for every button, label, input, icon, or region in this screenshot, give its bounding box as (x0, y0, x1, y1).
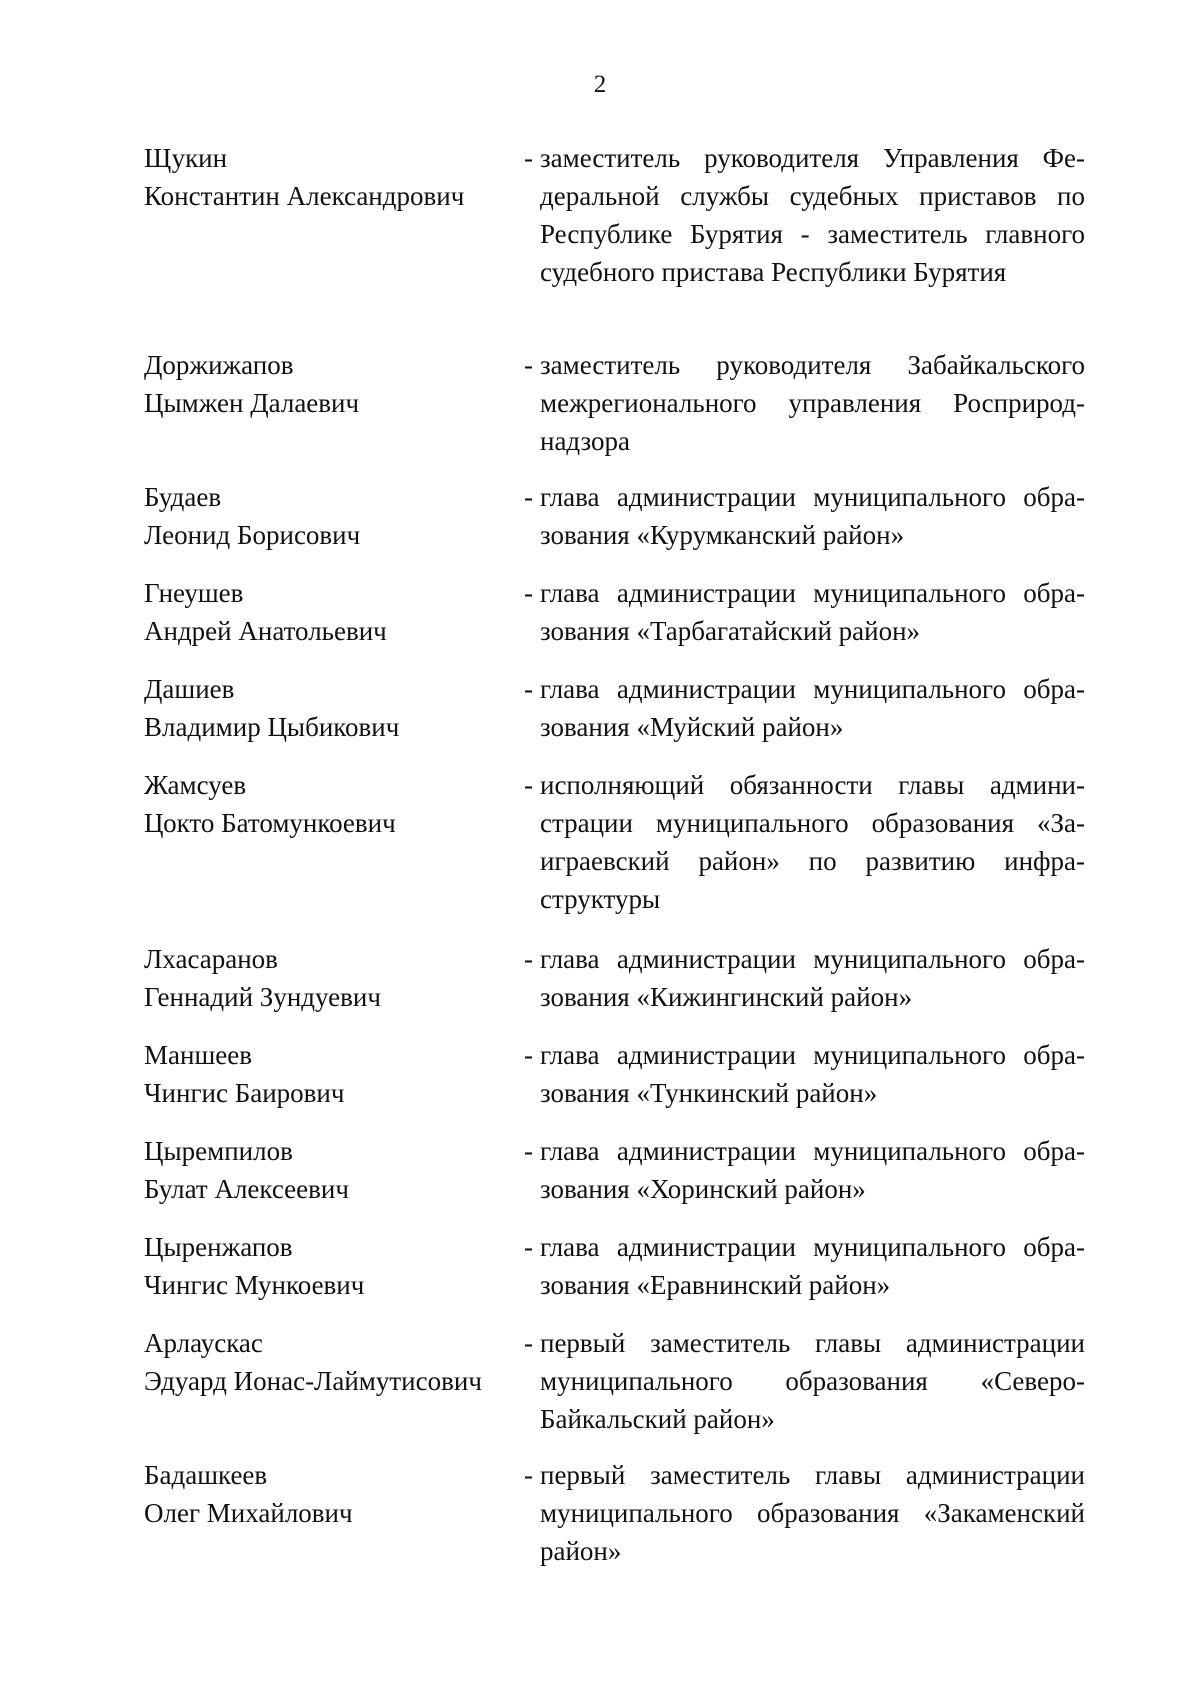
position-description (540, 139, 1085, 291)
person-name (144, 1036, 524, 1112)
person-name (144, 346, 524, 422)
person-name (144, 574, 524, 650)
description-line: зования «Тарбагатайский район» (540, 616, 921, 646)
position-description (540, 670, 1085, 746)
dash: - (524, 944, 533, 974)
description-line: играевский район» по развитию инфра- (540, 846, 1085, 876)
description-line: зования «Курумканский район» (540, 520, 905, 550)
description-line: зования «Еравнинский район» (540, 1270, 891, 1300)
dash: - (524, 770, 533, 800)
given-name: Цокто Батомункоевич (144, 808, 396, 838)
description-line: муниципального образования «Закаменский (540, 1498, 1085, 1528)
description-line: муниципального образования «Северо- (540, 1366, 1085, 1396)
description-line: судебного пристава Республики Бурятия (540, 257, 1007, 287)
given-name: Владимир Цыбикович (144, 712, 400, 742)
description-line: Республике Бурятия - заместитель главного (540, 219, 1085, 249)
dash: - (524, 1040, 533, 1070)
position-description (540, 574, 1085, 650)
given-name: Чингис Баирович (144, 1078, 345, 1108)
position-description (540, 346, 1085, 460)
person-name (144, 1132, 524, 1208)
dash: - (524, 1460, 533, 1490)
position-description (540, 940, 1085, 1016)
description-line: глава администрации муниципального обра- (540, 1136, 1085, 1166)
person-name (144, 1228, 524, 1304)
dash: - (524, 350, 533, 380)
surname: Будаев (144, 482, 222, 512)
given-name: Булат Алексеевич (144, 1174, 349, 1204)
dash: - (524, 143, 533, 173)
surname: Доржижапов (144, 350, 294, 380)
description-line: район» (540, 1536, 622, 1566)
description-line: зования «Кижингинский район» (540, 982, 913, 1012)
person-name (144, 670, 524, 746)
surname: Бадашкеев (144, 1460, 268, 1490)
position-description (540, 1132, 1085, 1208)
position-description (540, 766, 1085, 918)
given-name: Чингис Мункоевич (144, 1270, 365, 1300)
person-name (144, 139, 524, 215)
given-name: Геннадий Зундуевич (144, 982, 381, 1012)
description-line: первый заместитель главы администрации (540, 1328, 1085, 1358)
dash: - (524, 1232, 533, 1262)
surname: Щукин (144, 143, 228, 173)
given-name: Эдуард Ионас-Лаймутисович (144, 1366, 482, 1396)
surname: Арлаускас (144, 1328, 263, 1358)
surname: Гнеушев (144, 578, 244, 608)
description-line: страции муниципального образования «За- (540, 808, 1085, 838)
description-line: глава администрации муниципального обра- (540, 482, 1085, 512)
description-line: глава администрации муниципального обра- (540, 1232, 1085, 1262)
description-line: глава администрации муниципального обра- (540, 944, 1085, 974)
dash: - (524, 1136, 533, 1166)
description-line: зования «Муйский район» (540, 712, 844, 742)
description-line: глава администрации муниципального обра- (540, 674, 1085, 704)
surname: Жамсуев (144, 770, 247, 800)
person-name (144, 478, 524, 554)
surname: Дашиев (144, 674, 235, 704)
dash: - (524, 1328, 533, 1358)
description-line: глава администрации муниципального обра- (540, 1040, 1085, 1070)
page-number: 2 (593, 71, 607, 98)
person-name (144, 940, 524, 1016)
surname: Лхасаранов (144, 944, 278, 974)
given-name: Олег Михайлович (144, 1498, 353, 1528)
description-line: Байкальский район» (540, 1404, 775, 1434)
description-line: зования «Хоринский район» (540, 1174, 866, 1204)
person-name (144, 1324, 524, 1400)
dash: - (524, 674, 533, 704)
surname: Цыренжапов (144, 1232, 293, 1262)
description-line: межрегионального управления Росприрод- (540, 388, 1085, 418)
given-name: Андрей Анатольевич (144, 616, 387, 646)
person-name (144, 766, 524, 842)
position-description (540, 1228, 1085, 1304)
description-line: заместитель руководителя Забайкальского (540, 350, 1085, 380)
dash: - (524, 482, 533, 512)
position-description (540, 478, 1085, 554)
position-description (540, 1324, 1085, 1438)
position-description (540, 1456, 1085, 1570)
position-description (540, 1036, 1085, 1112)
person-name (144, 1456, 524, 1532)
dash: - (524, 578, 533, 608)
given-name: Цымжен Далаевич (144, 388, 360, 418)
given-name: Леонид Борисович (144, 520, 361, 550)
description-line: зования «Тункинский район» (540, 1078, 878, 1108)
description-line: первый заместитель главы администрации (540, 1460, 1085, 1490)
surname: Цыремпилов (144, 1136, 293, 1166)
surname: Маншеев (144, 1040, 252, 1070)
description-line: исполняющий обязанности главы админи- (540, 770, 1085, 800)
description-line: заместитель руководителя Управления Фе- (540, 143, 1085, 173)
description-line: деральной службы судебных приставов по (540, 181, 1085, 211)
description-line: надзора (540, 426, 630, 456)
description-line: структуры (540, 884, 661, 914)
given-name: Константин Александрович (144, 181, 465, 211)
description-line: глава администрации муниципального обра- (540, 578, 1085, 608)
